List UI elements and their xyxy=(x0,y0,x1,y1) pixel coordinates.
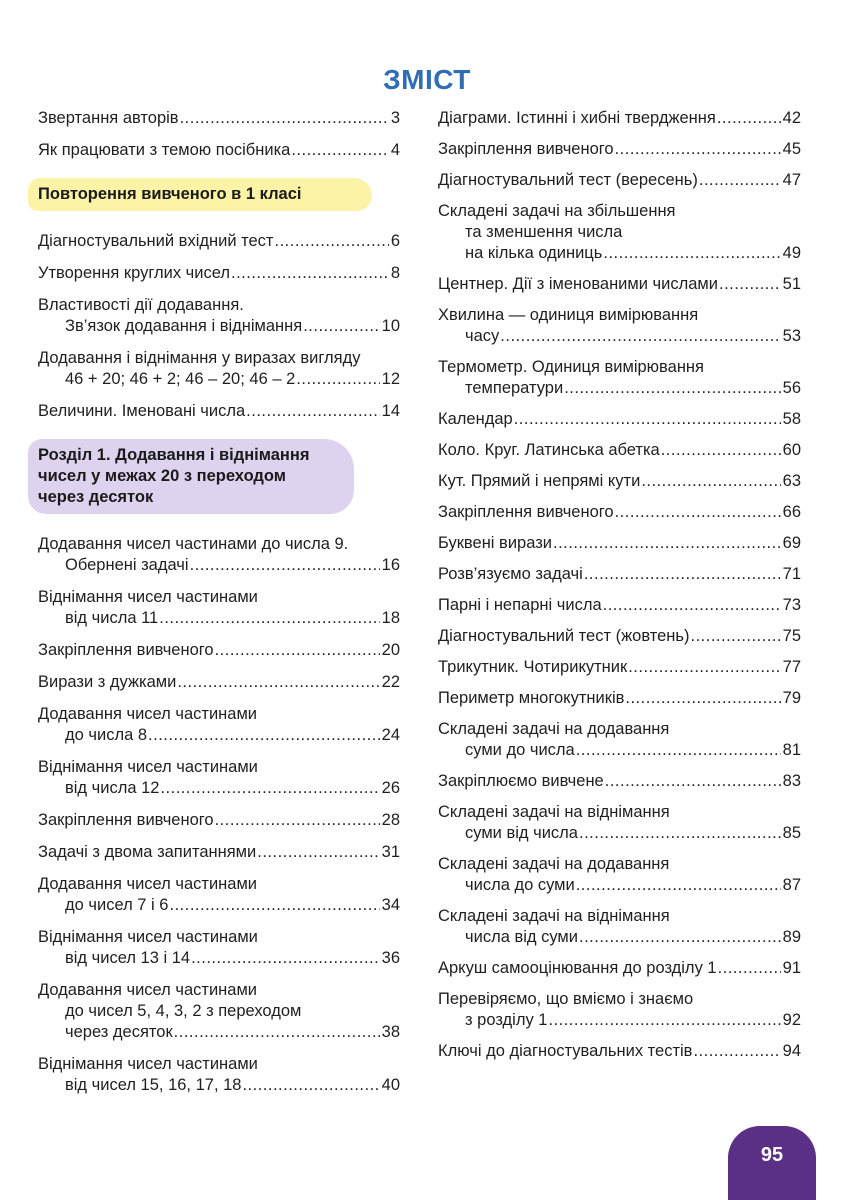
spacer xyxy=(38,129,400,140)
toc-entry-title: Складені задачі на збільшення xyxy=(438,202,676,220)
dot-leader xyxy=(660,440,781,461)
spacer xyxy=(38,693,400,704)
page-title: ЗМІСТ xyxy=(383,64,471,95)
spacer xyxy=(38,514,400,534)
toc-entry-title: Додавання чисел частинами xyxy=(38,705,258,723)
dot-leader xyxy=(717,958,781,979)
toc-entry[interactable] xyxy=(38,757,400,799)
toc-entry[interactable] xyxy=(38,980,400,1043)
dot-leader xyxy=(640,471,780,492)
toc-entry-title: суми до числа xyxy=(465,741,575,759)
section-heading-line: Повторення вивченого в 1 класі xyxy=(38,185,302,203)
toc-entry[interactable] xyxy=(38,108,400,129)
toc-entry-title: Закріплення вивченого xyxy=(438,140,614,158)
toc-entry-title: Складені задачі на віднімання xyxy=(438,803,670,821)
toc-entry-title: до числа 8 xyxy=(65,726,148,744)
dot-leader xyxy=(575,740,781,761)
spacer xyxy=(438,647,801,657)
toc-page-number: 28 xyxy=(381,811,400,829)
toc-entry[interactable] xyxy=(438,471,801,492)
spacer xyxy=(38,746,400,757)
toc-entry-title: Термометр. Одиниця вимірювання xyxy=(438,358,704,376)
toc-entry[interactable] xyxy=(38,672,400,693)
section-heading-line: через десяток xyxy=(38,488,154,506)
toc-entry-title: Закріплення вивченого xyxy=(438,503,614,521)
dot-leader xyxy=(179,108,389,129)
spacer xyxy=(38,969,400,980)
spacer xyxy=(438,264,801,274)
toc-page-number: 8 xyxy=(390,264,400,282)
toc-page-number: 12 xyxy=(381,370,400,388)
toc-page-number: 56 xyxy=(782,379,801,397)
toc-entry-title: Віднімання чисел частинами xyxy=(38,758,258,776)
toc-page-number: 10 xyxy=(381,317,400,335)
toc-page-number: 38 xyxy=(381,1023,400,1041)
spacer xyxy=(438,709,801,719)
dot-leader xyxy=(241,1075,379,1096)
dot-leader xyxy=(168,895,379,916)
toc-entry-title: Парні і непарні числа xyxy=(438,596,602,614)
toc-entry-title: Зв’язок додавання і віднімання xyxy=(65,317,303,335)
toc-entry-title: Віднімання чисел частинами xyxy=(38,1055,258,1073)
toc-entry-title: з розділу 1 xyxy=(465,1011,548,1029)
dot-leader xyxy=(214,810,380,831)
spacer xyxy=(38,629,400,640)
toc-entry-title: до чисел 7 і 6 xyxy=(65,896,169,914)
spacer xyxy=(438,616,801,626)
toc-entry-title: суми від числа xyxy=(465,824,578,842)
toc-entry[interactable] xyxy=(438,854,801,896)
toc-entry[interactable] xyxy=(38,263,400,284)
toc-entry[interactable] xyxy=(38,534,400,576)
toc-entry-title: Властивості дії додавання. xyxy=(38,296,244,314)
toc-entry[interactable] xyxy=(38,704,400,746)
toc-entry[interactable] xyxy=(438,802,801,844)
toc-entry-title: Закріплення вивченого xyxy=(38,641,214,659)
toc-entry[interactable] xyxy=(38,1054,400,1096)
toc-page-number: 66 xyxy=(782,503,801,521)
dot-leader xyxy=(230,263,389,284)
toc-entry-title: від чисел 13 і 14 xyxy=(65,949,191,967)
toc-page-number: 36 xyxy=(381,949,400,967)
dot-leader xyxy=(624,688,780,709)
spacer xyxy=(38,284,400,295)
spacer xyxy=(438,678,801,688)
toc-entry[interactable] xyxy=(438,440,801,461)
dot-leader xyxy=(190,948,380,969)
dot-leader xyxy=(716,108,781,129)
dot-leader xyxy=(214,640,380,661)
dot-leader xyxy=(158,608,379,629)
toc-page-number: 14 xyxy=(381,402,400,420)
toc-entry-title: Додавання чисел частинами xyxy=(38,875,258,893)
toc-entry-title: Центнер. Дії з іменованими числами xyxy=(438,275,718,293)
spacer xyxy=(438,792,801,802)
spacer xyxy=(438,761,801,771)
spacer xyxy=(438,554,801,564)
dot-leader xyxy=(718,274,781,295)
spacer xyxy=(438,1031,801,1041)
spacer xyxy=(438,492,801,502)
toc-page-number: 83 xyxy=(782,772,801,790)
toc-page-number: 87 xyxy=(782,876,801,894)
toc-entry-title: Трикутник. Чотирикутник xyxy=(438,658,628,676)
toc-entry[interactable] xyxy=(438,201,801,264)
spacer xyxy=(38,390,400,401)
toc-entry-title: Аркуш самооцінювання до розділу 1 xyxy=(438,959,717,977)
toc-entry-title: Віднімання чисел частинами xyxy=(38,588,258,606)
spacer xyxy=(438,399,801,409)
toc-entry-title: Додавання чисел частинами xyxy=(38,981,258,999)
toc-page-number: 79 xyxy=(782,689,801,707)
toc-page-number: 60 xyxy=(782,441,801,459)
toc-entry[interactable] xyxy=(438,688,801,709)
dot-leader xyxy=(245,401,379,422)
toc-entry-title: на кілька одиниць xyxy=(465,244,603,262)
toc-entry[interactable] xyxy=(438,771,801,792)
toc-page-number: 71 xyxy=(782,565,801,583)
toc-entry-title: Вирази з дужками xyxy=(38,673,177,691)
toc-entry-title: Складені задачі на віднімання xyxy=(438,907,670,925)
spacer xyxy=(438,523,801,533)
toc-entry-title: до чисел 5, 4, 3, 2 з переходом xyxy=(65,1002,302,1020)
toc-entry-title: Периметр многокутників xyxy=(438,689,625,707)
dot-leader xyxy=(273,231,388,252)
toc-entry-title: температури xyxy=(465,379,564,397)
toc-page-number: 63 xyxy=(782,472,801,490)
dot-leader xyxy=(563,378,780,399)
toc-entry-title: Закріплюємо вивчене xyxy=(438,772,604,790)
toc-entry-title: та зменшення числа xyxy=(465,223,623,241)
spacer xyxy=(438,160,801,170)
toc-page-number: 24 xyxy=(381,726,400,744)
toc-page-number: 81 xyxy=(782,741,801,759)
toc-entry[interactable] xyxy=(438,533,801,554)
toc-page-number: 34 xyxy=(381,896,400,914)
toc-entry-title: Розв’язуємо задачі xyxy=(438,565,583,583)
toc-entry[interactable] xyxy=(438,989,801,1031)
toc-entry[interactable] xyxy=(438,626,801,647)
spacer xyxy=(38,661,400,672)
toc-entry-title: Діагностувальний вхідний тест xyxy=(38,232,274,250)
toc-entry[interactable] xyxy=(38,874,400,916)
toc-entry[interactable] xyxy=(438,906,801,948)
dot-leader xyxy=(604,771,781,792)
spacer xyxy=(438,430,801,440)
toc-page-number: 77 xyxy=(782,658,801,676)
spacer xyxy=(438,295,801,305)
toc-entry-title: 46 + 20; 46 + 2; 46 – 20; 46 – 2 xyxy=(65,370,296,388)
toc-entry-title: Діаграми. Істинні і хибні твердження xyxy=(438,109,716,127)
toc-entry[interactable] xyxy=(438,409,801,430)
spacer xyxy=(38,337,400,348)
toc-entry[interactable] xyxy=(438,595,801,616)
dot-leader xyxy=(176,672,379,693)
toc-page-number: 75 xyxy=(782,627,801,645)
toc-entry[interactable] xyxy=(38,140,400,161)
toc-entry[interactable] xyxy=(438,657,801,678)
toc-page-number: 85 xyxy=(782,824,801,842)
spacer xyxy=(38,831,400,842)
toc-entry-title: Звертання авторів xyxy=(38,109,179,127)
page-number-badge xyxy=(728,1126,816,1200)
toc-entry[interactable] xyxy=(38,927,400,969)
spacer xyxy=(438,979,801,989)
spacer xyxy=(438,896,801,906)
spacer xyxy=(38,422,400,439)
toc-entry[interactable] xyxy=(438,139,801,160)
dot-leader xyxy=(578,927,781,948)
dot-leader xyxy=(189,555,380,576)
toc-entry[interactable] xyxy=(38,810,400,831)
dot-leader xyxy=(692,1041,780,1062)
dot-leader xyxy=(627,657,780,678)
toc-entry[interactable] xyxy=(438,958,801,979)
toc-entry[interactable] xyxy=(438,108,801,129)
toc-page-number: 94 xyxy=(782,1042,801,1060)
toc-page-number: 92 xyxy=(782,1011,801,1029)
toc-entry-title: Додавання і віднімання у виразах вигляду xyxy=(38,349,361,367)
toc-entry-title: Складені задачі на додавання xyxy=(438,855,670,873)
toc-page-number: 26 xyxy=(381,779,400,797)
dot-leader xyxy=(578,823,781,844)
spacer xyxy=(438,844,801,854)
spacer xyxy=(438,948,801,958)
toc-page-number: 49 xyxy=(782,244,801,262)
toc-entry-title: Складені задачі на додавання xyxy=(438,720,670,738)
toc-entry[interactable] xyxy=(38,587,400,629)
toc-entry-title: числа до суми xyxy=(465,876,575,894)
toc-entry-title: Календар xyxy=(438,410,513,428)
toc-page-number: 6 xyxy=(390,232,400,250)
toc-page-number: 18 xyxy=(381,609,400,627)
spacer xyxy=(38,799,400,810)
page-number: 95 xyxy=(760,1144,784,1166)
toc-page-number: 22 xyxy=(381,673,400,691)
section-heading-line: чисел у межах 20 з переходом xyxy=(38,467,286,485)
spacer xyxy=(38,576,400,587)
dot-leader xyxy=(602,243,780,264)
toc-entry[interactable] xyxy=(38,348,400,390)
spacer xyxy=(38,252,400,263)
spacer xyxy=(38,863,400,874)
toc-page-number: 47 xyxy=(782,171,801,189)
spacer xyxy=(38,1043,400,1054)
toc-page-number: 45 xyxy=(782,140,801,158)
toc-page-number: 16 xyxy=(381,556,400,574)
toc-page-number: 20 xyxy=(381,641,400,659)
toc-entry-title: Як працювати з темою посібника xyxy=(38,141,291,159)
dot-leader xyxy=(547,1010,780,1031)
spacer xyxy=(438,191,801,201)
toc-page-number: 51 xyxy=(782,275,801,293)
toc-page-number: 4 xyxy=(390,141,400,159)
toc-entry[interactable] xyxy=(38,231,400,252)
toc-entry[interactable] xyxy=(438,502,801,523)
toc-entry-title: Хвилина — одиниця вимірювання xyxy=(438,306,699,324)
dot-leader xyxy=(295,369,379,390)
dot-leader xyxy=(513,409,781,430)
toc-page-number: 40 xyxy=(381,1076,400,1094)
toc-page-number: 58 xyxy=(782,410,801,428)
dot-leader xyxy=(614,502,781,523)
toc-entry[interactable] xyxy=(38,640,400,661)
toc-entry-title: Задачі з двома запитаннями xyxy=(38,843,257,861)
toc-entry-title: Коло. Круг. Латинська абетка xyxy=(438,441,660,459)
dot-leader xyxy=(689,626,780,647)
toc-entry[interactable] xyxy=(438,274,801,295)
spacer xyxy=(38,211,400,231)
toc-page-number: 31 xyxy=(381,843,400,861)
spacer xyxy=(438,347,801,357)
spacer xyxy=(438,129,801,139)
toc-entry-title: числа від суми xyxy=(465,928,578,946)
toc-entry-title: Додавання чисел частинами до числа 9. xyxy=(38,535,349,553)
dot-leader xyxy=(552,533,781,554)
toc-page-number: 3 xyxy=(390,109,400,127)
dot-leader xyxy=(583,564,781,585)
dot-leader xyxy=(290,140,388,161)
dot-leader xyxy=(147,725,380,746)
toc-entry-title: від числа 12 xyxy=(65,779,160,797)
section-heading-line: Розділ 1. Додавання і віднімання xyxy=(38,446,310,464)
dot-leader xyxy=(698,170,781,191)
spacer xyxy=(438,585,801,595)
dot-leader xyxy=(499,326,780,347)
toc-entry[interactable] xyxy=(38,401,400,422)
toc-entry[interactable] xyxy=(438,564,801,585)
toc-entry[interactable] xyxy=(438,357,801,399)
toc-entry[interactable] xyxy=(438,719,801,761)
toc-entry-title: від числа 11 xyxy=(65,609,159,627)
toc-entry[interactable] xyxy=(438,305,801,347)
section-heading xyxy=(28,178,372,211)
toc-page-number: 89 xyxy=(782,928,801,946)
toc-entry[interactable] xyxy=(38,295,400,337)
dot-leader xyxy=(575,875,781,896)
toc-entry-title: Ключі до діагностувальних тестів xyxy=(438,1042,693,1060)
spacer xyxy=(438,461,801,471)
toc-entry-title: Обернені задачі xyxy=(65,556,189,574)
dot-leader xyxy=(614,139,781,160)
toc-entry-title: Діагностувальний тест (жовтень) xyxy=(438,627,690,645)
toc-entry-title: Утворення круглих чисел xyxy=(38,264,231,282)
toc-entry-title: Віднімання чисел частинами xyxy=(38,928,258,946)
toc-right-column xyxy=(438,108,801,1062)
dot-leader xyxy=(602,595,781,616)
toc-entry-title: від чисел 15, 16, 17, 18 xyxy=(65,1076,242,1094)
toc-entry[interactable] xyxy=(438,1041,801,1062)
toc-entry[interactable] xyxy=(438,170,801,191)
toc-entry-title: Буквені вирази xyxy=(438,534,552,552)
toc-entry-title: через десяток xyxy=(65,1023,173,1041)
spacer xyxy=(38,916,400,927)
dot-leader xyxy=(173,1022,380,1043)
toc-entry-title: Закріплення вивченого xyxy=(38,811,214,829)
toc-entry-title: часу xyxy=(465,327,500,345)
section-heading xyxy=(28,439,354,514)
toc-page-number: 53 xyxy=(782,327,801,345)
toc-page-number: 69 xyxy=(782,534,801,552)
dot-leader xyxy=(256,842,379,863)
spacer xyxy=(38,161,400,178)
dot-leader xyxy=(302,316,379,337)
toc-entry-title: Перевіряємо, що вміємо і знаємо xyxy=(438,990,694,1008)
toc-entry-title: Величини. Іменовані числа xyxy=(38,402,246,420)
toc-entry[interactable] xyxy=(38,842,400,863)
toc-page-number: 91 xyxy=(782,959,801,977)
dot-leader xyxy=(159,778,379,799)
toc-page-number: 42 xyxy=(782,109,801,127)
toc-page-number: 73 xyxy=(782,596,801,614)
toc-entry-title: Діагностувальний тест (вересень) xyxy=(438,171,698,189)
toc-left-column xyxy=(38,108,400,1096)
toc-entry-title: Кут. Прямий і непрямі кути xyxy=(438,472,641,490)
